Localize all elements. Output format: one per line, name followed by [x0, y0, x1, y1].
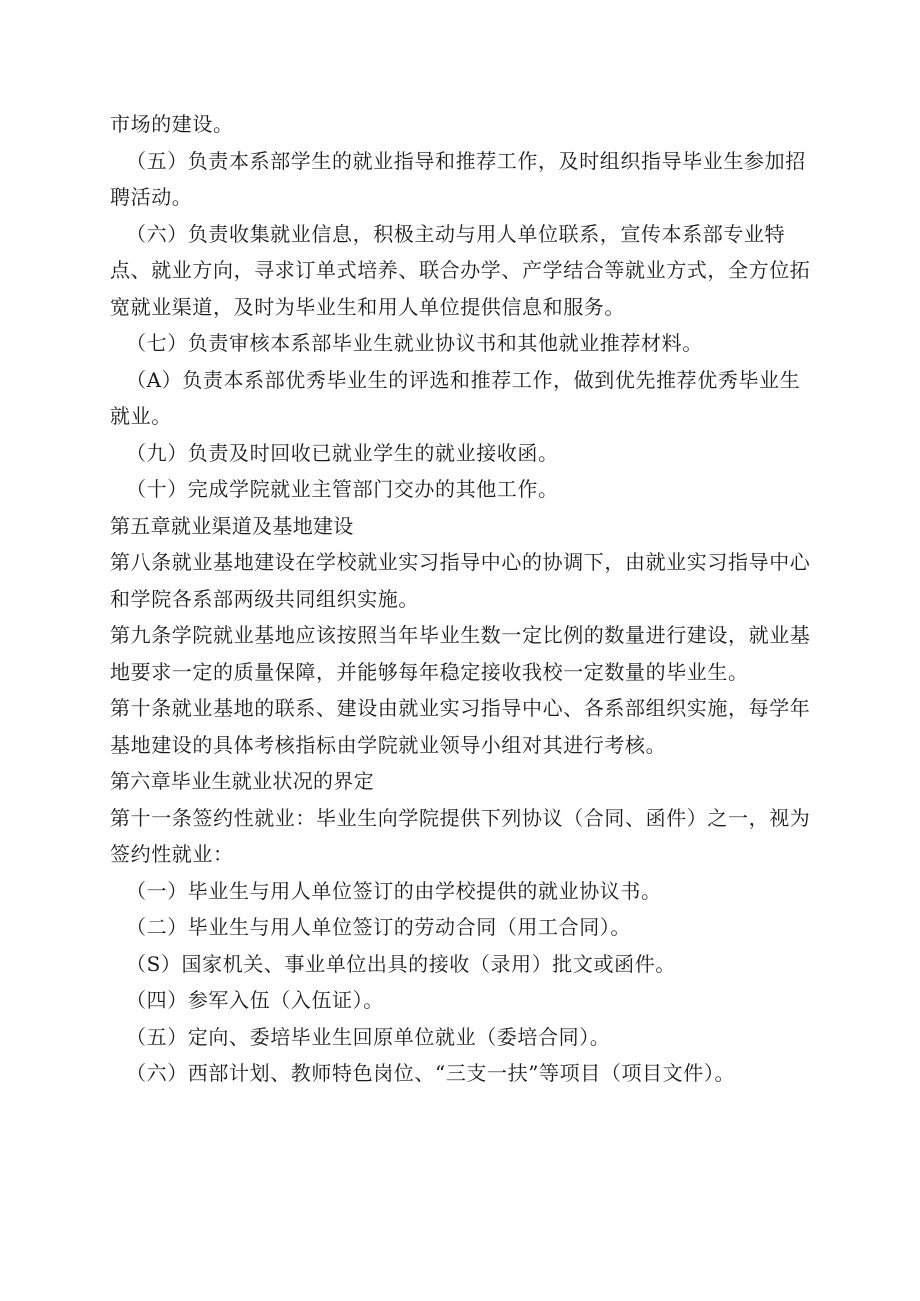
list-item-2-labor-contract: （二）毕业生与用人单位签订的劳动合同（用工合同）。 — [126, 915, 631, 939]
article-8: 第八条就业基地建设在学校就业实习指导中心的协调下，由就业实习指导中心和学院各系部两级共同组织实施。 — [110, 550, 811, 611]
list-item-4-military: （四）参军入伍（入伍证）。 — [126, 988, 384, 1012]
chapter-5-heading: 第五章就业渠道及基地建设 — [110, 513, 354, 538]
paragraph-item-5-guidance: （五）负责本系部学生的就业指导和推荐工作，及时组织指导毕业生参加招聘活动。 — [110, 148, 806, 209]
article-9: 第九条学院就业基地应该按照当年毕业生数一定比例的数量进行建设，就业基地要求一定的质量保障，并能够每年稳定接收我校一定数量的毕业生。 — [110, 623, 811, 684]
paragraph-item-10-other-work: （十）完成学院就业主管部门交办的其他工作。 — [126, 477, 559, 501]
article-10: 第十条就业基地的联系、建设由就业实习指导中心、各系部组织实施，每学年基地建设的具体考核指标由学院就业领导小组对其进行考核。 — [110, 696, 811, 757]
paragraph-market-construction: 市场的建设。 — [110, 112, 234, 136]
paragraph-item-6-info-collection: （六）负责收集就业信息，积极主动与用人单位联系，宣传本系部专业特点、就业方向，寻求订单式培养、联合办学、产学结合等就业方式，全方位拓宽就业渠道，及时为毕业生和用人单位提供信息和服务。 — [110, 221, 811, 319]
list-item-1-agreement: （一）毕业生与用人单位签订的由学校提供的就业协议书。 — [126, 878, 662, 903]
document-body — [110, 106, 820, 1092]
list-item-3-government-approval: （S）国家机关、事业单位出具的接收（录用）批文或函件。 — [126, 951, 676, 976]
article-11: 第十一条签约性就业：毕业生向学院提供下列协议（合同、函件）之一，视为签约性就业： — [110, 805, 811, 866]
list-item-6-western-program: （六）西部计划、教师特色岗位、“三支一扶”等项目（项目文件）。 — [126, 1061, 736, 1085]
paragraph-item-8-excellent-graduates: （A）负责本系部优秀毕业生的评选和推荐工作，做到优先推荐优秀毕业生就业。 — [110, 367, 801, 428]
paragraph-item-7-review: （七）负责审核本系部毕业生就业协议书和其他就业推荐材料。 — [126, 331, 703, 355]
list-item-5-directed-training: （五）定向、委培毕业生回原单位就业（委培合同）。 — [126, 1024, 611, 1049]
paragraph-item-9-reception-letters: （九）负责及时回收已就业学生的就业接收函。 — [126, 440, 559, 465]
chapter-6-heading: 第六章毕业生就业状况的界定 — [110, 769, 374, 793]
